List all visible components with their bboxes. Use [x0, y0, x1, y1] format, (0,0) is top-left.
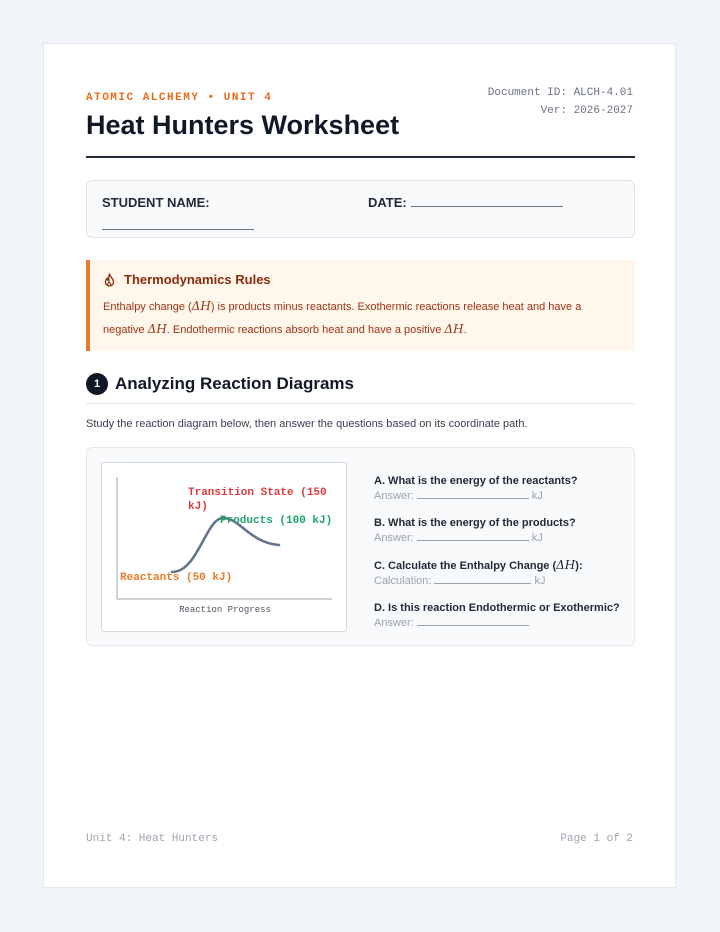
- answer-d-row[interactable]: [374, 615, 624, 630]
- delta-h-symbol: ΔH: [556, 558, 576, 572]
- student-name-label: STUDENT NAME:: [102, 195, 210, 210]
- student-name-blank[interactable]: [102, 213, 254, 230]
- answer-unit: kJ: [534, 575, 546, 587]
- transition-state-label-cont: kJ): [188, 501, 208, 513]
- document-id: Document ID: ALCH-4.01: [487, 87, 633, 99]
- footer-page-number: Page 1 of 2: [560, 833, 633, 845]
- reactants-label: Reactants (50 kJ): [120, 572, 233, 584]
- section-header: [86, 373, 354, 395]
- question-d: [374, 601, 624, 630]
- answer-unit: kJ: [531, 532, 543, 544]
- products-label: Products (100 kJ): [220, 515, 333, 527]
- question-a: [374, 474, 624, 503]
- answer-prefix: Answer:: [374, 617, 414, 629]
- x-axis-label: Reaction Progress: [179, 605, 271, 615]
- reaction-diagram-svg: [102, 463, 348, 633]
- student-info-box: [86, 180, 635, 238]
- question-c-text-part: ):: [575, 560, 583, 572]
- answer-unit: kJ: [531, 490, 543, 502]
- answer-prefix: Answer:: [374, 532, 414, 544]
- answer-prefix: Calculation:: [374, 575, 432, 587]
- answer-b-blank[interactable]: [417, 530, 529, 541]
- transition-state-label: Transition State (150: [188, 487, 327, 499]
- answer-b-row[interactable]: [374, 530, 624, 545]
- student-name-field[interactable]: [102, 193, 272, 230]
- question-b: [374, 516, 624, 545]
- page-title: Heat Hunters Worksheet: [86, 110, 400, 140]
- section-divider: [86, 403, 635, 404]
- flame-icon: [103, 273, 116, 287]
- question-b-text: B. What is the energy of the products?: [374, 517, 576, 529]
- section-number-badge: 1: [86, 373, 108, 395]
- rules-text-part: ) is products minus reactants. Exothermic reactions release heat and have a negative: [103, 301, 582, 336]
- question-c-text: [374, 558, 624, 573]
- delta-h-symbol: ΔH: [444, 322, 464, 336]
- section-title: Analyzing Reaction Diagrams: [115, 374, 355, 393]
- rules-text-part: .: [463, 324, 467, 336]
- document-meta: [488, 84, 633, 120]
- answer-a-row[interactable]: [374, 488, 624, 503]
- question-c: [374, 558, 624, 588]
- delta-h-symbol: ΔH: [147, 322, 167, 336]
- rules-title: Thermodynamics Rules: [124, 272, 271, 287]
- reaction-diagram: [101, 462, 347, 632]
- question-a-text: A. What is the energy of the reactants?: [374, 475, 578, 487]
- delta-h-symbol: ΔH: [191, 299, 211, 313]
- worksheet-page: [43, 43, 676, 888]
- title-divider: [86, 156, 635, 158]
- date-blank[interactable]: [411, 193, 563, 207]
- answer-c-blank[interactable]: [434, 573, 531, 584]
- rules-text-part: . Endothermic reactions absorb heat and have a positive: [166, 324, 445, 336]
- question-c-text-part: C. Calculate the Enthalpy Change (: [374, 560, 557, 572]
- answer-d-blank[interactable]: [417, 615, 529, 626]
- answer-c-row[interactable]: [374, 573, 624, 588]
- rules-header: [103, 272, 621, 287]
- date-label: DATE:: [368, 195, 407, 210]
- question-d-text: D. Is this reaction Endothermic or Exothermic?: [374, 602, 620, 614]
- document-version: Ver: 2026-2027: [540, 105, 633, 117]
- course-label: ATOMIC ALCHEMY • UNIT 4: [86, 92, 273, 104]
- footer-unit: Unit 4: Heat Hunters: [86, 833, 219, 845]
- rules-text: [103, 295, 621, 341]
- answer-a-blank[interactable]: [417, 488, 529, 499]
- questions-list: [374, 474, 624, 643]
- rules-text-part: Enthalpy change (: [103, 301, 192, 313]
- thermodynamics-rules-callout: [86, 260, 635, 351]
- activity-box: [86, 447, 635, 646]
- answer-prefix: Answer:: [374, 490, 414, 502]
- section-intro: Study the reaction diagram below, then answer the questions based on its coordinate path.: [86, 418, 528, 430]
- date-field[interactable]: [368, 193, 563, 213]
